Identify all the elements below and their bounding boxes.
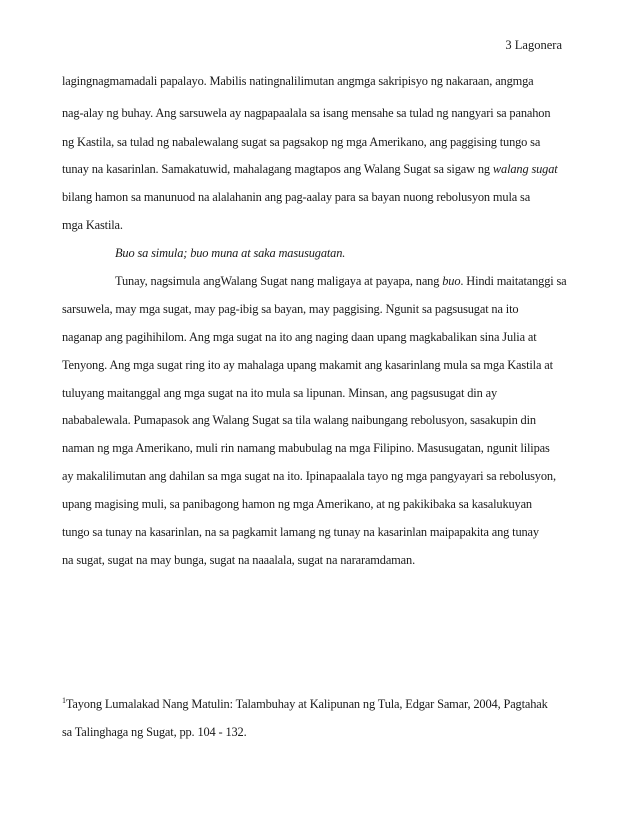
page-header: 3 Lagonera <box>505 38 562 52</box>
body-line: nag-alay ng buhay. Ang sarsuwela ay nagpapaalala sa isang mensahe sa tulad ng nangyari sa panahon <box>62 106 551 120</box>
footnote-line: sa Talinghaga ng Sugat, pp. 104 - 132. <box>62 725 247 739</box>
footnote-text: Tayong Lumalakad Nang Matulin: Talambuhay at Kalipunan ng Tula, Edgar Samar, 2004, Pagtahak <box>65 697 548 711</box>
body-text: Tunay, nagsimula angWalang Sugat nang maligaya at payapa, nang <box>115 274 443 288</box>
body-line: nababalewala. Pumapasok ang Walang Sugat sa tila walang naibungang rebolusyon, sasakupin din <box>62 413 536 427</box>
body-line: lagingnagmamadali papalayo. Mabilis natingnalilimutan angmga sakripisyo ng nakaraan, angmga <box>62 74 534 88</box>
footnote-marker: 1 <box>62 696 66 705</box>
body-text: . Hindi maitatanggi sa <box>460 274 567 288</box>
footnote-line <box>62 696 548 712</box>
emphasis-text: buo <box>442 274 461 288</box>
body-text: tunay na kasarinlan. Samakatuwid, mahalagang magtapos ang Walang Sugat sa sigaw ng <box>62 162 493 176</box>
body-line: tungo sa tunay na kasarinlan, na sa pagkamit lamang ng tunay na kasarinlan maipapakita ang tunay <box>62 525 539 539</box>
body-line: Tenyong. Ang mga sugat ring ito ay mahalaga upang makamit ang kasarinlang mula sa mga Kastila at <box>62 358 553 372</box>
body-line: naganap ang pagihihilom. Ang mga sugat na ito ang naging daan upang magkabalikan sina Julia at <box>62 330 537 344</box>
emphasis-text: walang sugat <box>492 162 558 176</box>
body-line: ng Kastila, sa tulad ng nabalewalang sugat sa pagsakop ng mga Amerikano, ang paggising tungo sa <box>62 135 541 149</box>
body-line: upang magising muli, sa panibagong hamon ng mga Amerikano, at ng pakikibaka sa kasalukuyan <box>62 497 532 511</box>
body-line <box>115 273 567 289</box>
body-line: na sugat, sugat na may bunga, sugat na naaalala, sugat na nararamdaman. <box>62 553 416 567</box>
body-line: naman ng mga Amerikano, muli rin namang mabubulag na mga Filipino. Masusugatan, ngunit lilipas <box>62 441 550 455</box>
body-line: sarsuwela, may mga sugat, may pag-ibig sa bayan, may paggising. Ngunit sa pagsusugat na ito <box>62 302 519 316</box>
body-line: mga Kastila. <box>62 218 123 232</box>
body-line: ay makalilimutan ang dahilan sa mga sugat na ito. Ipinapaalala tayo ng mga pangyayari sa rebolusyon, <box>62 469 556 483</box>
body-line: bilang hamon sa manunuod na alalahanin ang pag-aalay para sa bayan nuong rebolusyon mula sa <box>62 190 531 204</box>
quote-line: Buo sa simula; buo muna at saka masusugatan. <box>115 246 346 260</box>
body-line <box>62 161 558 177</box>
body-line: tuluyang maitanggal ang mga sugat na ito mula sa lipunan. Minsan, ang pagsusugat din ay <box>62 386 497 400</box>
